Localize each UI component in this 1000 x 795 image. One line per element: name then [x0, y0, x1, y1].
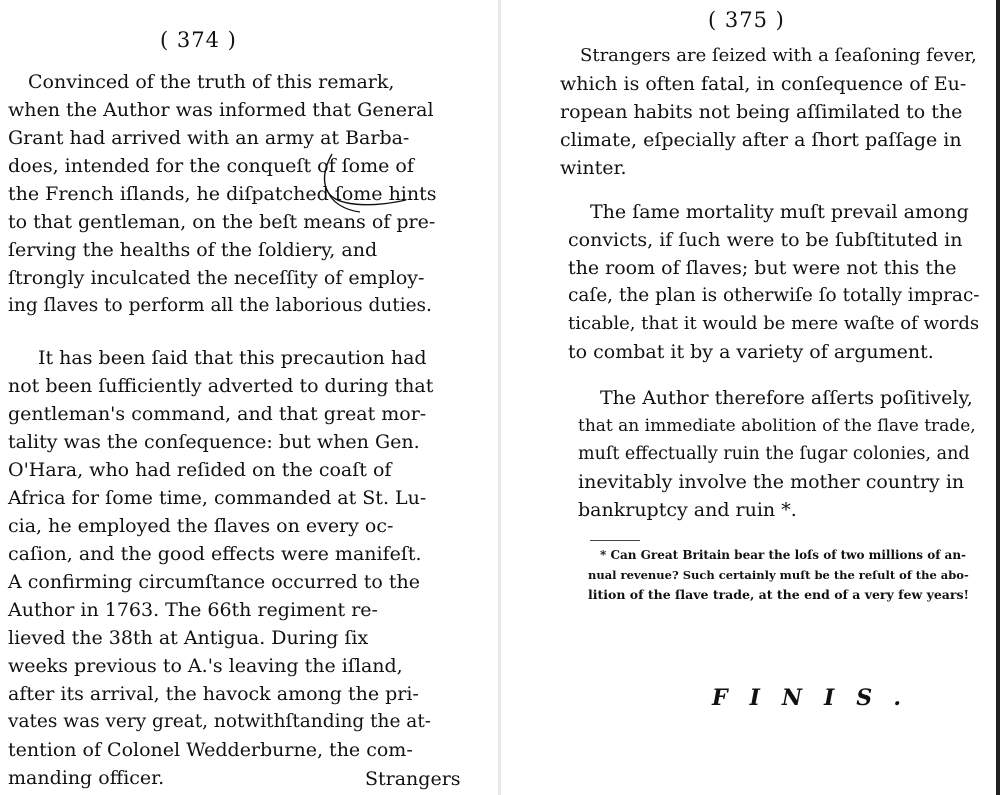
text-line: Strangers are ſeized with a ſeaſoning fever,	[580, 45, 977, 66]
text-line: gentleman's command, and that great mor-	[8, 403, 427, 425]
text-line: Grant had arrived with an army at Barba-	[8, 127, 410, 149]
pen-annotation	[310, 150, 420, 220]
finis-mark: FINIS.	[712, 685, 924, 711]
text-line: to combat it by a variety of argument.	[568, 341, 934, 363]
text-line: tality was the conſequence: but when Gen.	[8, 431, 420, 453]
text-line: that an immediate abolition of the ſlave trade,	[578, 416, 976, 436]
text-line: bankruptcy and ruin *.	[578, 499, 797, 521]
text-line: vates was very great, notwithſtanding the at-	[8, 711, 432, 732]
text-line: manding officer.	[8, 767, 165, 789]
footnote-line: lition of the ſlave trade, at the end of a very few years!	[588, 587, 970, 602]
text-line: Africa for ſome time, commanded at St. Lu-	[8, 487, 427, 509]
text-line: when the Author was informed that General	[8, 99, 434, 121]
catchword: Strangers	[365, 768, 461, 790]
text-line: ſerving the healths of the ſoldiery, and	[8, 239, 378, 261]
text-line: the room of ſlaves; but were not this the	[568, 257, 957, 279]
text-line: A confirming circumſtance occurred to the	[8, 571, 421, 593]
text-line: does, intended for the conqueſt of ſome of	[8, 155, 414, 177]
text-line: after its arrival, the havock among the pri-	[8, 683, 419, 705]
text-line: It has been ſaid that this precaution had	[38, 347, 427, 369]
text-line: to that gentleman, on the beſt means of pre-	[8, 211, 436, 233]
text-line: The ſame mortality muſt prevail among	[590, 201, 969, 223]
text-line: caſe, the plan is otherwiſe ſo totally imprac-	[568, 285, 980, 306]
text-line: O'Hara, who had reſided on the coaſt of	[8, 459, 392, 481]
text-line: the French iſlands, he diſpatched ſome hints	[8, 183, 437, 205]
text-line: tention of Colonel Wedderburne, the com-	[8, 739, 413, 761]
text-line: cia, he employed the ſlaves on every oc-	[8, 515, 394, 537]
text-line: ticable, that it would be mere waſte of words	[568, 313, 980, 334]
text-line: ing ſlaves to perform all the laborious duties.	[8, 295, 432, 316]
footnote-rule	[590, 540, 640, 541]
text-line: Author in 1763. The 66th regiment re-	[8, 599, 378, 621]
text-line: not been ſufficiently adverted to during that	[8, 375, 434, 397]
text-line: which is often fatal, in conſequence of Eu-	[560, 73, 967, 95]
text-line: muſt effectually ruin the ſugar colonies, and	[578, 444, 970, 464]
text-line: convicts, if ſuch were to be ſubſtituted in	[568, 229, 963, 251]
left-page-number: ( 374 )	[160, 28, 237, 52]
text-line: caſion, and the good effects were manifeſt.	[8, 543, 422, 565]
footnote-line: * Can Great Britain bear the loſs of two millions of an-	[600, 548, 967, 562]
text-line: ſtrongly inculcated the neceſſity of employ-	[8, 267, 425, 289]
text-line: weeks previous to A.'s leaving the iſland,	[8, 655, 403, 677]
text-line: ropean habits not being aſſimilated to the	[560, 101, 963, 123]
text-line: lieved the 38th at Antigua. During ſix	[8, 627, 369, 649]
text-line: inevitably involve the mother country in	[578, 471, 965, 493]
text-line: climate, eſpecially after a ſhort paſſage in	[560, 129, 962, 151]
right-page-number: ( 375 )	[708, 8, 785, 32]
footnote-line: nual revenue? Such certainly muſt be the reſult of the abo-	[588, 568, 969, 582]
text-line: Convinced of the truth of this remark,	[28, 71, 395, 93]
text-line: The Author therefore aſſerts poſitively,	[600, 387, 973, 409]
text-line: winter.	[560, 157, 627, 179]
